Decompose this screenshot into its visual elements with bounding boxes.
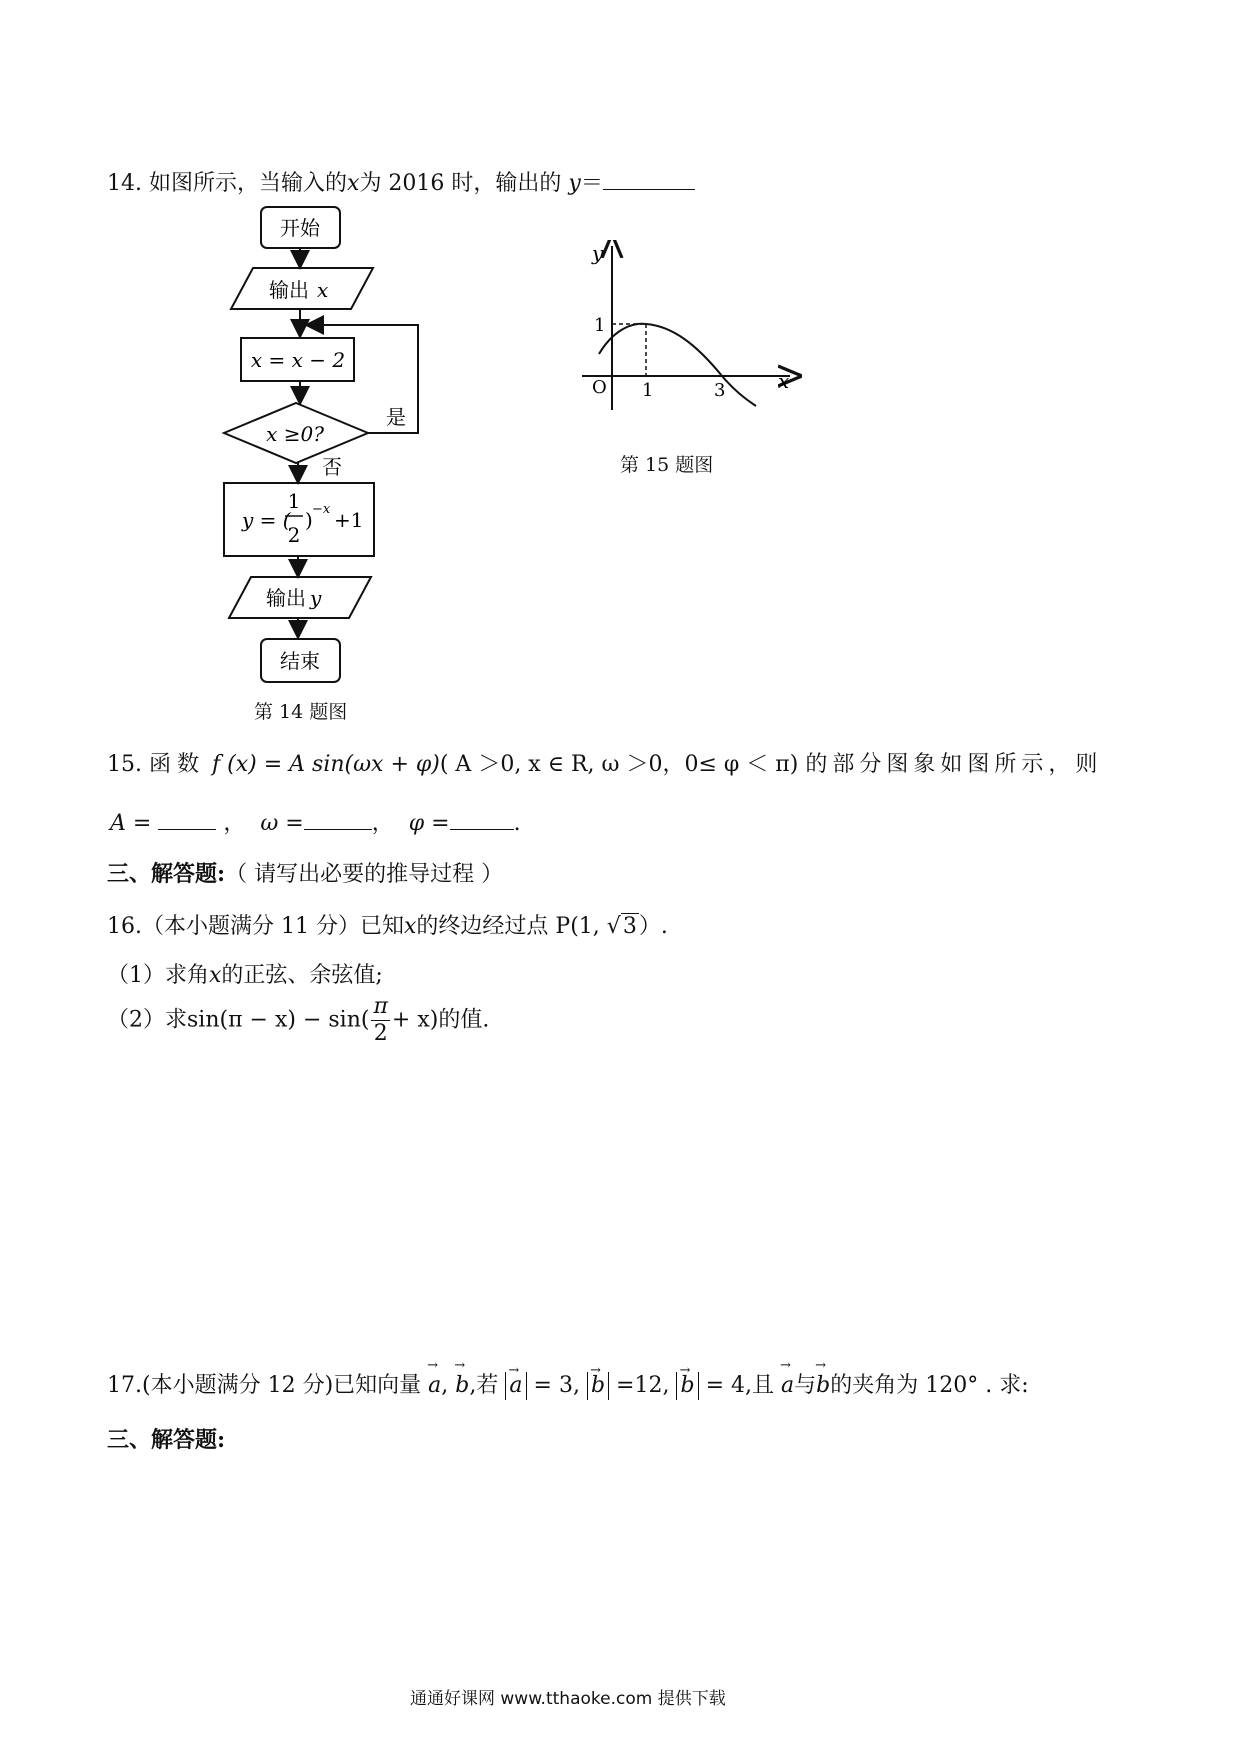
question-number: 17. xyxy=(107,1373,142,1398)
q17-text-c: ,且 xyxy=(745,1373,774,1398)
answer-blank xyxy=(603,169,695,190)
question-15 xyxy=(107,747,1102,778)
a-blank xyxy=(158,809,216,830)
vector-b: → b xyxy=(455,1373,469,1398)
vector-b: → b xyxy=(680,1372,694,1400)
vector-b: → b xyxy=(591,1372,605,1400)
q14-text-a: 如图所示，当输入的 xyxy=(149,171,348,196)
q17-text-d: 与 xyxy=(794,1373,817,1398)
phi-blank xyxy=(450,809,514,830)
abs-b-2 xyxy=(676,1372,698,1400)
frac-num: π xyxy=(373,994,388,1019)
q16-part2-expr-b: + x) xyxy=(391,1007,439,1033)
tick-x3: 3 xyxy=(714,380,726,401)
output-var: y xyxy=(310,586,322,610)
section-heading-2: 三、解答题: xyxy=(107,1427,226,1453)
q16-part1-a: （1）求角 xyxy=(107,963,209,988)
flowchart-caption: 第 14 题图 xyxy=(254,701,348,723)
vector-a: → a xyxy=(781,1373,794,1398)
output-label: 输出 xyxy=(266,586,306,610)
q15-func: f (x) = A sin(ωx + φ) xyxy=(212,752,440,777)
q16-part2-b: 的值. xyxy=(438,1007,490,1033)
q16-part1-var: x xyxy=(209,963,222,988)
y-axis-label: y xyxy=(592,241,604,265)
q14-var-y: y xyxy=(568,171,581,196)
graph-caption: 第 15 题图 xyxy=(620,454,714,476)
origin-label: O xyxy=(592,377,607,398)
x-axis-label: x xyxy=(778,369,790,393)
q16-var-x: x xyxy=(404,914,417,939)
question-number: 15. xyxy=(107,752,142,777)
q16-score: （本小题满分 11 分） xyxy=(142,914,360,939)
tick-y1: 1 xyxy=(594,315,606,336)
q15-text-a: 函数 xyxy=(149,752,206,777)
vector-b: → b xyxy=(816,1373,830,1398)
question-16-part2 xyxy=(107,996,489,1045)
question-number: 14. xyxy=(107,171,142,196)
svg-text:): ) xyxy=(305,508,313,532)
q17-text-e: 的夹角为 120° . 求: xyxy=(830,1373,1029,1398)
end-label: 结束 xyxy=(280,649,320,673)
q14-eq: ＝ xyxy=(580,171,603,196)
omega-label: ω = xyxy=(260,811,304,836)
q15-text-b: 的部分图象如图所示，则 xyxy=(805,752,1103,777)
q17-comma: , xyxy=(441,1373,449,1398)
sine-curve xyxy=(599,324,756,406)
q17-text-a: 已知向量 xyxy=(333,1373,422,1398)
formula-num: 1 xyxy=(287,489,301,513)
question-16: 16.（本小题满分 11 分）已知x的终边经过点 P(1, √3）. xyxy=(107,914,668,939)
question-16-part1 xyxy=(107,958,383,989)
sep2: ， xyxy=(371,811,394,836)
input-var: x xyxy=(317,278,329,302)
footer-text: 通通好课网 www.tthaoke.com 提供下载 xyxy=(410,1689,726,1709)
question-15-answers xyxy=(110,806,521,837)
vector-a: → a xyxy=(428,1373,441,1398)
abs-a xyxy=(505,1372,526,1400)
vector-a: → a xyxy=(509,1372,522,1400)
formula-y: y = ( xyxy=(242,508,291,532)
q15-end: . xyxy=(513,811,521,836)
update-label: x = x − 2 xyxy=(250,348,346,372)
tick-x1: 1 xyxy=(642,380,654,401)
no-label: 否 xyxy=(322,455,342,479)
section-note: （ 请写出必要的推导过程 ） xyxy=(225,862,504,887)
section-heading xyxy=(107,857,503,888)
q17-text-b: ,若 xyxy=(469,1373,499,1398)
abs-b-value2: = 4 xyxy=(705,1373,745,1398)
start-label: 开始 xyxy=(280,216,320,240)
input-label: 输出 xyxy=(269,278,309,302)
q14-text-b: 为 2016 时，输出的 xyxy=(359,171,562,196)
phi-label: φ = xyxy=(408,811,450,836)
q16-part2-expr-a: sin(π − x) − sin( xyxy=(187,1007,370,1033)
abs-b xyxy=(587,1372,609,1400)
sep1: ， xyxy=(223,811,246,836)
frac-den: 2 xyxy=(373,1021,388,1046)
formula-tail: +1 xyxy=(334,508,364,532)
q16-part1-b: 的正弦、余弦值; xyxy=(221,963,383,988)
q17-score: (本小题满分 12 分) xyxy=(142,1373,334,1398)
yes-label: 是 xyxy=(386,405,406,429)
a-label: A = xyxy=(110,811,152,836)
q16-text-c: ）. xyxy=(638,914,668,939)
decision-label: x ≥0? xyxy=(266,422,324,446)
formula-exp: −x xyxy=(312,502,331,517)
q16-sqrt: 3 xyxy=(622,914,637,939)
abs-b-value1: =12, xyxy=(616,1373,670,1398)
omega-blank xyxy=(304,809,372,830)
q14-var-x: x xyxy=(347,171,360,196)
q16-text-a: 已知 xyxy=(359,914,404,939)
q16-text-b: 的终边经过点 P(1, xyxy=(416,914,600,939)
q16-part2-a: （2）求 xyxy=(107,1007,187,1033)
abs-a-value: = 3 xyxy=(533,1373,573,1398)
pi-over-2 xyxy=(371,996,389,1045)
question-number: 16. xyxy=(107,914,142,939)
section-title: 三、解答题: xyxy=(107,861,226,887)
question-17: 17.(本小题满分 12 分)已知向量 → a, → b,若 → a = 3, → b =12, → b = 4,且 → a与→ b的夹角为 120° . 求: xyxy=(107,1368,1029,1400)
q15-condition: ( A ＞0, x ∈ R, ω ＞0，0≤ φ ＜ π) xyxy=(439,752,799,777)
formula-den: 2 xyxy=(287,523,301,547)
